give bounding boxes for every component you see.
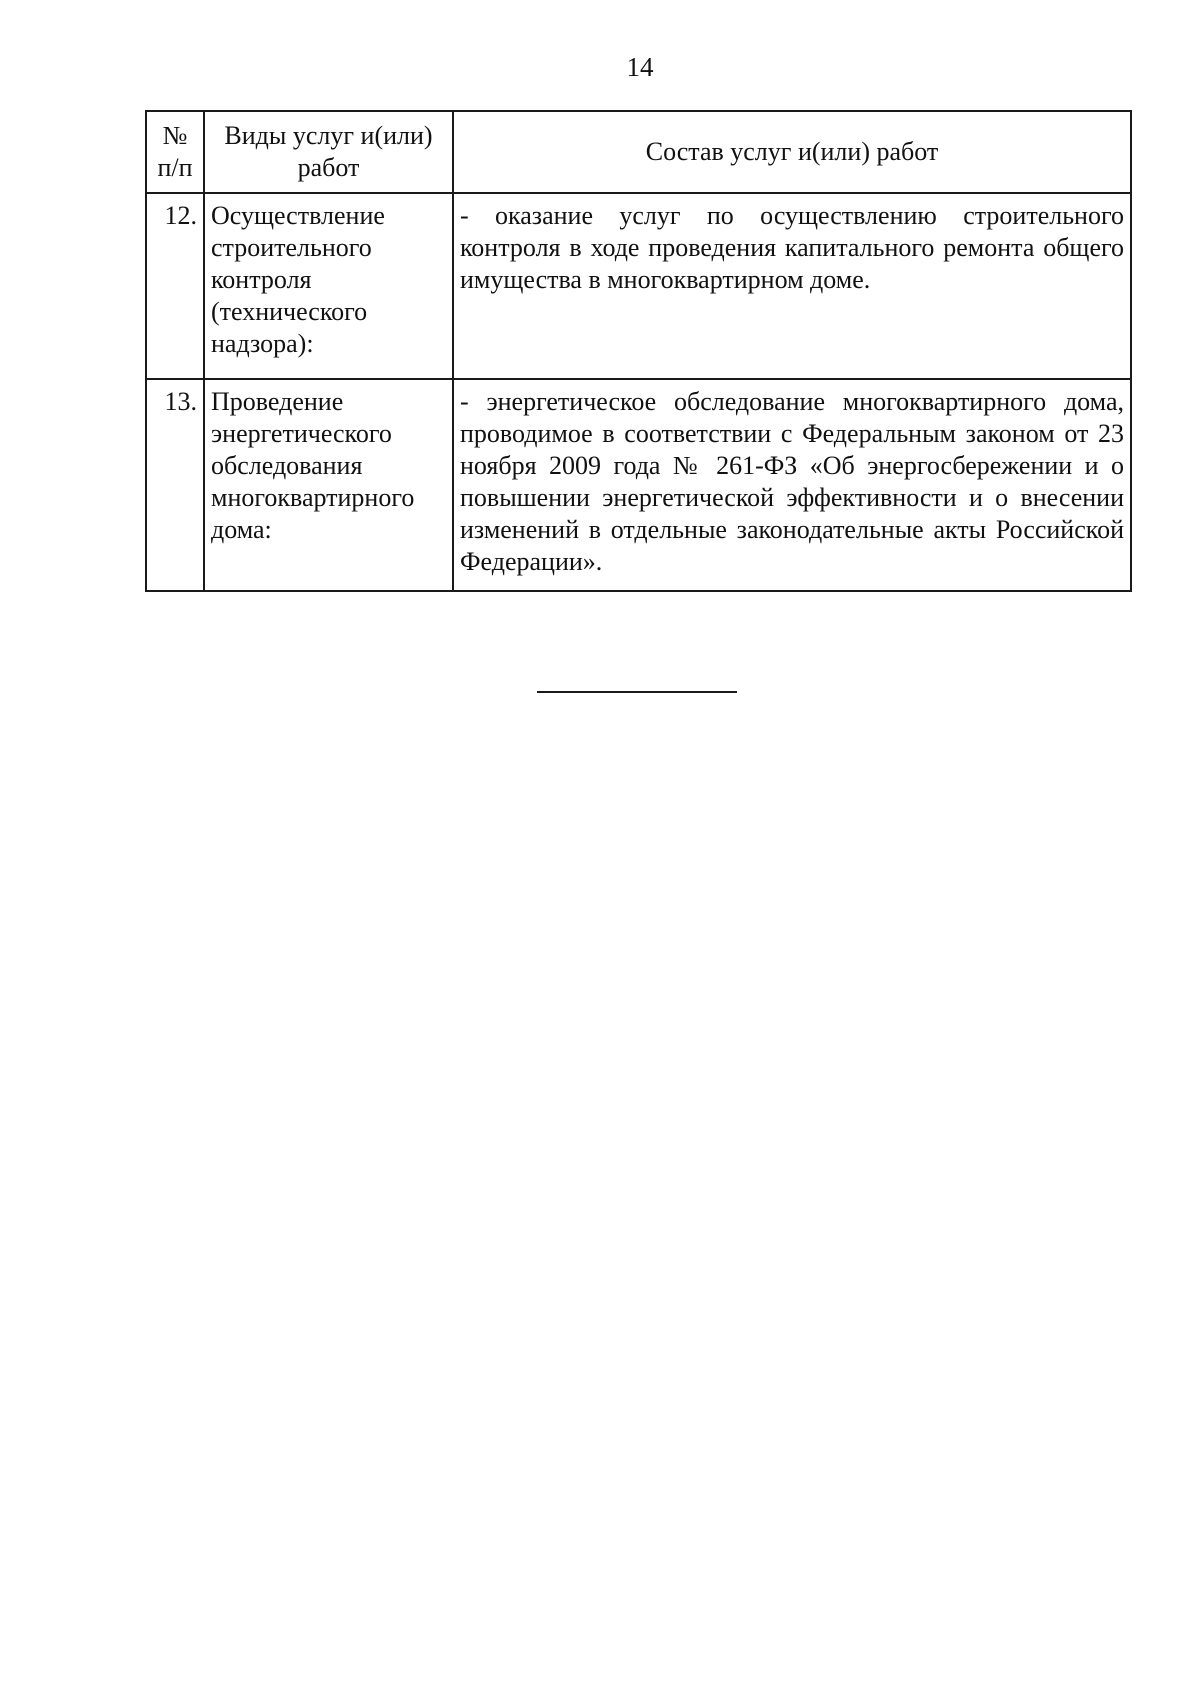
table-row <box>146 193 1131 379</box>
header-service-composition: Состав услуг и(или) работ <box>453 111 1131 193</box>
row-number: 13. <box>146 379 204 591</box>
service-kind: Проведение энергетического обследования многоквартирного дома: <box>204 379 453 591</box>
table-header-row <box>146 111 1131 193</box>
table-row <box>146 379 1131 591</box>
end-divider-line <box>537 691 737 693</box>
page-number: 14 <box>626 52 654 82</box>
header-service-kind: Виды услуг и(или) работ <box>204 111 453 193</box>
service-composition: - энергетическое обследование многоквартирного дома, проводимое в соответствии с Федеральным законом от 23 ноября 2009 года № 261-ФЗ «Об энергосбережении и о повышении энергетической эффективности и о внесении изменений в отдельные законодательные акты Российской Федерации». <box>453 379 1131 591</box>
service-composition: - оказание услуг по осуществлению строительного контроля в ходе проведения капитального ремонта общего имущества в многоквартирном доме. <box>453 193 1131 379</box>
header-num: № п/п <box>146 111 204 193</box>
service-kind: Осуществление строительного контроля (технического надзора): <box>204 193 453 379</box>
row-number: 12. <box>146 193 204 379</box>
services-table <box>145 110 1132 592</box>
